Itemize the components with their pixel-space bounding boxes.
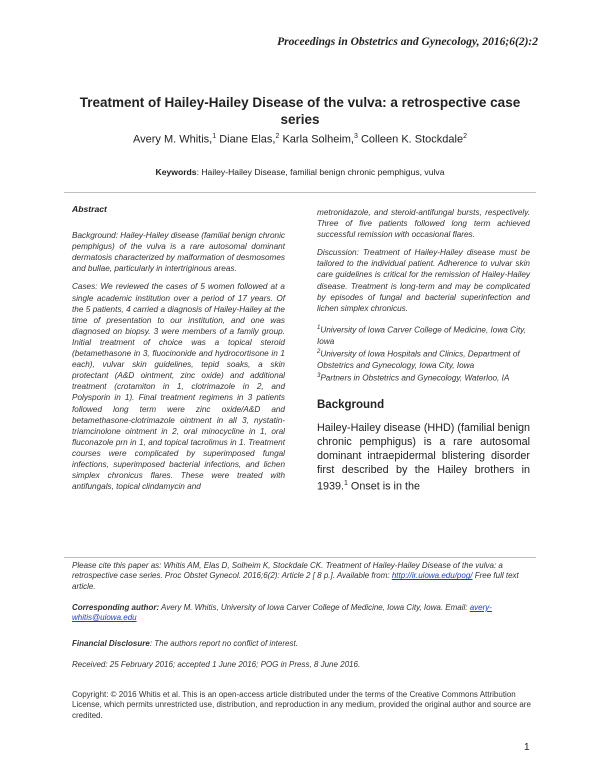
- financial-label: Financial Disclosure: [72, 639, 150, 648]
- author-list: [64, 133, 536, 146]
- author-affiliation-mark: 1: [212, 133, 217, 140]
- citation-note: Please cite this paper as: Whitis AM, Elas D, Solheim K, Stockdale CK. Treatment of Hailey-Hailey Disease of the vulva: a retrospective case series. Proc Obstet Gynecol. 2016;6(2): Article 2 [ 8 p.]. Available from: http://ir.uiowa.edu/pog/ Free full text article.: [72, 561, 519, 591]
- keywords-label: Keywords: [155, 167, 197, 177]
- author-affiliation-mark: 2: [275, 133, 280, 140]
- background-heading: Background: [317, 398, 385, 411]
- abstract-heading: Abstract: [72, 204, 107, 214]
- financial-disclosure: Financial Disclosure: The authors report no conflict of interest.: [72, 639, 298, 648]
- received-dates: Received: 25 February 2016; accepted 1 June 2016; POG in Press, 8 June 2016.: [72, 660, 361, 669]
- abstract-background: Background: Hailey-Hailey disease (familial benign chronic pemphigus) of the vulva is a rare autosomal dominant dermatosis characterized by malformation of desmosomes and bullae, particularly in intertriginous areas.: [72, 231, 285, 274]
- top-divider: [64, 192, 536, 193]
- keywords-text: : Hailey-Hailey Disease, familial benign chronic pemphigus, vulva: [196, 167, 445, 177]
- author-name: Diane Elas,: [219, 133, 276, 146]
- page-number: 1: [524, 742, 530, 753]
- keywords-line: [64, 167, 536, 177]
- abstract-cases-continued: metronidazole, and steroid-antifungal bursts, respectively. Three of five patients followed long term achieved successful remission with occasional flares.: [317, 208, 530, 240]
- author-name: Avery M. Whitis,: [132, 133, 213, 146]
- email-link[interactable]: avery-whitis@uiowa.edu: [72, 603, 492, 623]
- author-name: Colleen K. Stockdale: [360, 133, 464, 146]
- right-column: [317, 207, 530, 494]
- bottom-divider: [64, 557, 536, 558]
- corresponding-label: Corresponding author:: [72, 603, 160, 612]
- journal-header: Proceedings in Obstetrics and Gynecology, 2016;6(2):2: [277, 36, 538, 48]
- author-affiliation-mark: 3: [354, 133, 358, 140]
- author-name: Karla Solheim,: [282, 133, 354, 146]
- abstract-discussion: Discussion: Treatment of Hailey-Hailey disease must be tailored to the individual patient. Adherence to vulvar skin care guidelines is critical for the remission of Hailey-Hailey disease. Treatment is long-term and may be complicated by episodes of fungal and bacterial superinfection and lichen simplex chronicus.: [317, 248, 530, 313]
- corresponding-author: Corresponding author: Avery M. Whitis, University of Iowa Carver College of Medicine, Iowa City, Iowa. Email: avery-whitis@uiowa.edu: [72, 603, 492, 623]
- author-affiliation-mark: 2: [463, 133, 467, 140]
- abstract-cases: Cases: We reviewed the cases of 5 women followed at a single academic institution over a period of 17 years. Of the 5 patients, 4 carried a diagnosis of Hailey-Hailey at the time of presentation to our institution, and one was diagnosed on biopsy. 3 were members of a family group. Initial treatment of choice was a topical steroid (betamethasone in 3, fluocinonide and hydrocortisone in 1 each), vulvar skin guidelines, tepid soaks, a skin protectant (A&D ointment, zinc oxide) and additional treatment (crotamiton in 1, clotrimazole in 2, and Polysporin in 1). Final treatment regimens in 3 patients followed long term were zinc oxide/A&D and betamethasone-clotrimazole ointment in all 3, nystatin-triamcinolone ointment in 2, oral minocycline in 1, oral fluconazole prn in 1, and topical tacrolimus in 1. Treatment courses were complicated by superimposed fungal infections, superimposed bacterial infections, and lichen simplex chronicus flares. These were treated with antifungals, topical clindamycin and: [72, 282, 285, 492]
- affiliation-item: $^3$Partners in Obstetrics and Gynecology, Waterloo, IA: [317, 372, 510, 383]
- copyright-notice: Copyright: © 2016 Whitis et al. This is an open-access article distributed under the terms of the Creative Commons Attribution License, which permits unrestricted use, distribution, and reproduction in any medium, provided the original author and source are credited.: [72, 690, 531, 720]
- journal-link[interactable]: http://ir.uiowa.edu/pog/: [391, 571, 473, 581]
- abstract-column: [72, 204, 285, 492]
- background-paragraph: Hailey-Hailey disease (HHD) (familial benign chronic pemphigus) is a rare autosomal dominant intraepidermal blistering disorder first described by the Hailey brothers in 1939.$^1$ Onset is in the: [317, 421, 531, 494]
- article-title: Treatment of Hailey-Hailey Disease of the vulva: a retrospective case series: [79, 95, 521, 127]
- affiliation-item: $^2$University of Iowa Hospitals and Clinics, Department of Obstetrics and Gynecology, Iowa City, Iowa: [317, 348, 520, 370]
- reference-mark: 1: [344, 480, 348, 488]
- affiliation-item: $^1$University of Iowa Carver College of Medicine, Iowa City, Iowa: [317, 324, 526, 346]
